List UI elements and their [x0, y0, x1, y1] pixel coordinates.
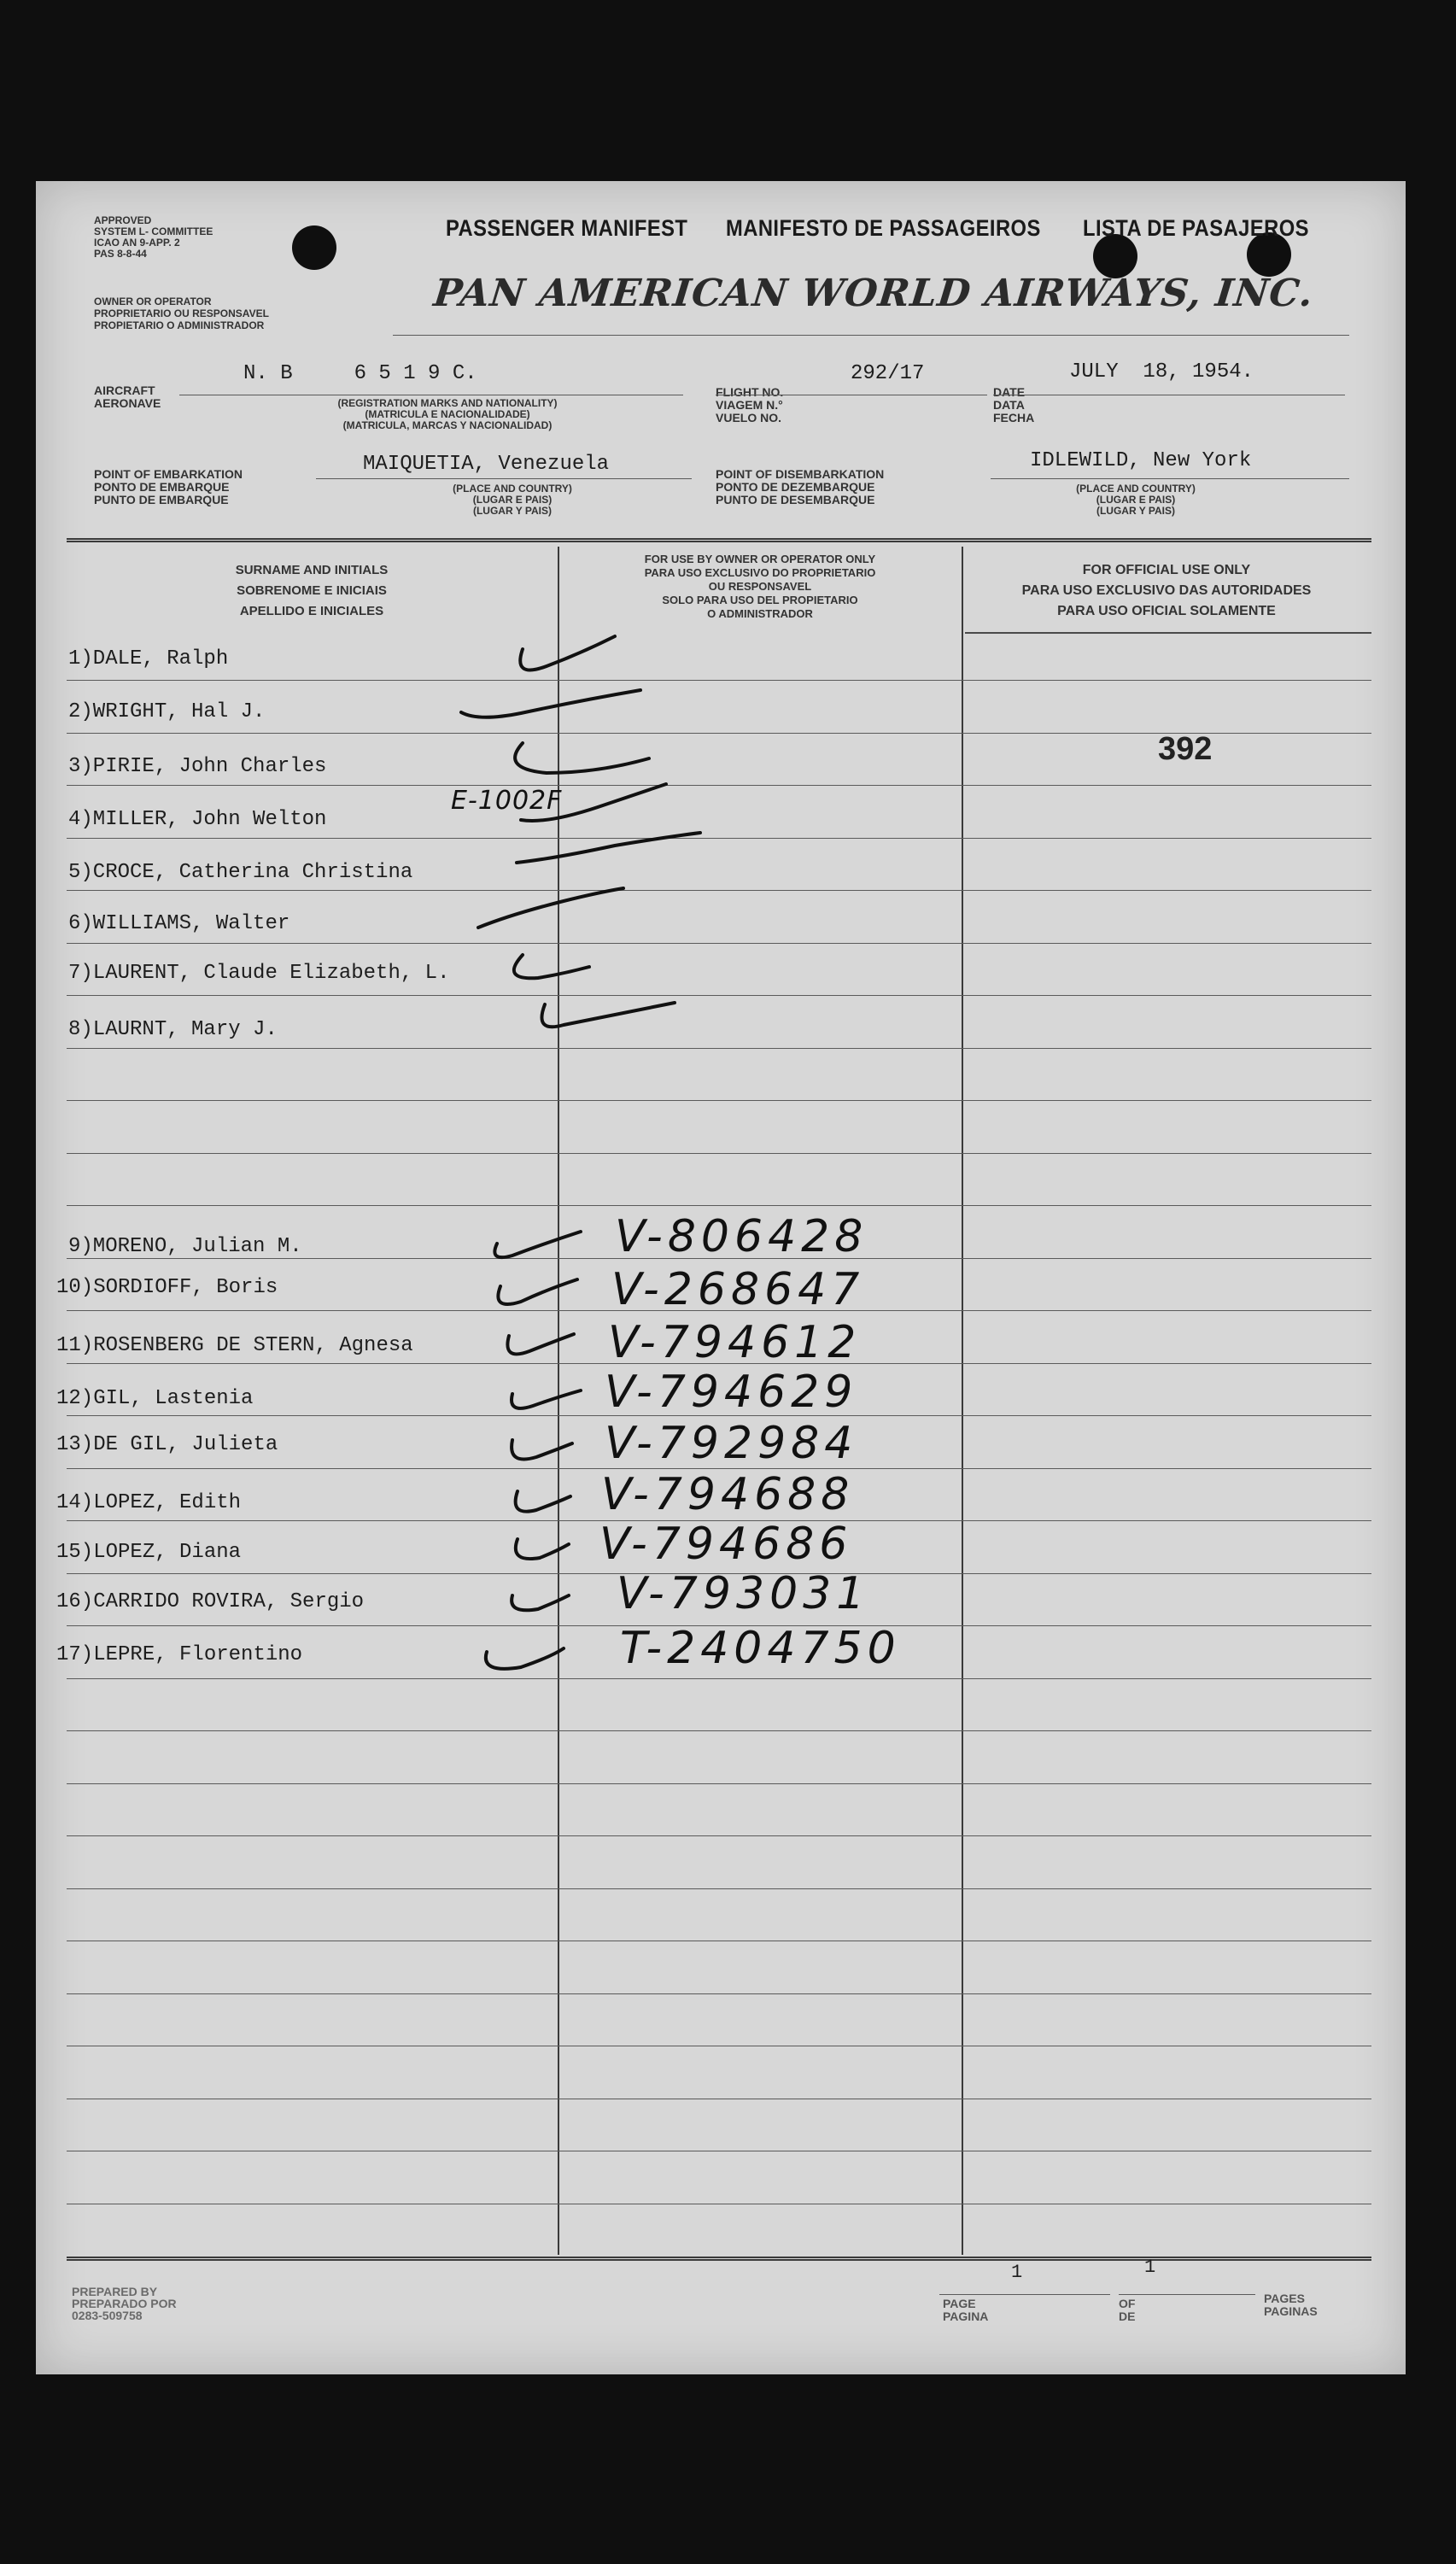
- passenger-11-document: V-794612: [608, 1317, 862, 1368]
- check-mark-1: [520, 636, 615, 670]
- passenger-14-document: V-794688: [601, 1469, 855, 1520]
- check-mark-7: [514, 955, 589, 978]
- passenger-row-4: 4)MILLER, John Welton: [68, 808, 327, 831]
- passenger-row-12: 12)GIL, Lastenia: [56, 1387, 254, 1410]
- page-label: PAGE PAGINA: [943, 2297, 989, 2323]
- flight-number-label: FLIGHT NO. VIAGEM N.° VUELO NO.: [716, 385, 784, 424]
- disembarkation-label: POINT OF DISEMBARKATION PONTO DE DEZEMBARQUE PUNTO DE DESEMBARQUE: [716, 467, 885, 506]
- of-label: OF DE: [1119, 2297, 1136, 2323]
- check-mark-5: [517, 833, 700, 863]
- passenger-17-document: T-2404750: [620, 1623, 901, 1674]
- passenger-row-11: 11)ROSENBERG DE STERN, Agnesa: [56, 1334, 413, 1357]
- check-mark-12: [512, 1390, 581, 1408]
- passenger-12-document: V-794629: [605, 1367, 858, 1418]
- prepared-by: PREPARED BY PREPARADO POR 0283-509758: [72, 2285, 177, 2322]
- aircraft-registration: N. B 6 5 1 9 C.: [243, 362, 477, 385]
- table-bottom-rule: [67, 2257, 1371, 2261]
- check-mark-8: [541, 1003, 675, 1027]
- passenger-9-document: V-806428: [615, 1211, 868, 1262]
- check-mark-9: [494, 1232, 581, 1257]
- owner-column-header: FOR USE BY OWNER OR OPERATOR ONLY PARA USO EXCLUSIVO DO PROPRIETARIO OU RESPONSAVEL SOLO PARA USO DEL PROPIETARIO O ADMINISTRADOR: [644, 553, 876, 620]
- approval-line-3: ICAO AN 9-APP. 2: [94, 237, 180, 249]
- official-number: 392: [1158, 731, 1213, 767]
- approval-line-4: PAS 8-8-44: [94, 248, 147, 260]
- title-english: PASSENGER MANIFEST: [446, 215, 688, 241]
- check-mark-15: [516, 1539, 569, 1559]
- passenger-row-14: 14)LOPEZ, Edith: [56, 1491, 242, 1514]
- check-mark-16: [512, 1595, 569, 1610]
- check-mark-4: [521, 784, 666, 821]
- passenger-row-10: 10)SORDIOFF, Boris: [56, 1276, 278, 1299]
- passenger-16-document: V-793031: [617, 1568, 870, 1619]
- airline-name: PAN AMERICAN WORLD AIRWAYS, INC.: [431, 272, 1316, 315]
- passenger-row-6: 6)WILLIAMS, Walter: [68, 912, 290, 935]
- names-column-header: SURNAME AND INITIALS SOBRENOME E INICIAIS APELLIDO E INICIALES: [235, 563, 389, 618]
- check-mark-2: [461, 690, 640, 717]
- page-number: 1: [1011, 2262, 1023, 2283]
- check-mark-10: [498, 1279, 577, 1304]
- flight-date: JULY 18, 1954.: [1069, 360, 1254, 383]
- passenger-row-9: 9)MORENO, Julian M.: [68, 1235, 302, 1258]
- passenger-15-document: V-794686: [599, 1519, 853, 1570]
- check-mark-13: [512, 1440, 572, 1460]
- date-label: DATE DATA FECHA: [993, 385, 1035, 424]
- disembarkation-point: IDLEWILD, New York: [1030, 449, 1252, 472]
- passenger-row-15: 15)LOPEZ, Diana: [56, 1541, 242, 1564]
- flight-number: 292/17: [851, 362, 925, 385]
- embarkation-point: MAIQUETIA, Venezuela: [363, 453, 610, 476]
- embarkation-label: POINT OF EMBARKATION PONTO DE EMBARQUE PUNTO DE EMBARQUE: [94, 467, 243, 506]
- registration-caption: (REGISTRATION MARKS AND NATIONALITY) (MATRICULA E NACIONALIDADE) (MATRICULA, MARCAS Y NACIONALIDAD): [337, 397, 558, 431]
- title-spanish: LISTA DE PASAJEROS: [1083, 215, 1309, 241]
- pages-label: PAGES PAGINAS: [1264, 2292, 1318, 2318]
- passenger-row-1: 1)DALE, Ralph: [68, 647, 229, 670]
- passenger-row-5: 5)CROCE, Catherina Christina: [68, 861, 413, 884]
- check-mark-3: [515, 743, 649, 773]
- check-mark-6: [478, 888, 623, 928]
- passenger-row-3: 3)PIRIE, John Charles: [68, 755, 327, 778]
- check-mark-17: [486, 1648, 564, 1669]
- page-total: 1: [1144, 2257, 1156, 2278]
- passenger-row-8: 8)LAURNT, Mary J.: [68, 1018, 278, 1041]
- aircraft-label: AIRCRAFT AERONAVE: [94, 383, 161, 410]
- official-column-header: FOR OFFICIAL USE ONLY PARA USO EXCLUSIVO DAS AUTORIDADES PARA USO OFICIAL SOLAMENTE: [1021, 563, 1312, 618]
- check-mark-14: [516, 1491, 570, 1512]
- passenger-row-13: 13)DE GIL, Julieta: [56, 1433, 278, 1456]
- check-mark-11: [507, 1334, 574, 1354]
- embarkation-place-caption: (PLACE AND COUNTRY) (LUGAR E PAIS) (LUGAR Y PAIS): [453, 483, 572, 517]
- passenger-4-note: E-1002F: [451, 786, 563, 816]
- passenger-row-17: 17)LEPRE, Florentino: [56, 1643, 303, 1666]
- owner-label: OWNER OR OPERATOR PROPRIETARIO OU RESPONSAVEL PROPIETARIO O ADMINISTRADOR: [94, 296, 269, 331]
- disembarkation-place-caption: (PLACE AND COUNTRY) (LUGAR E PAIS) (LUGAR Y PAIS): [1076, 483, 1196, 517]
- passenger-row-16: 16)CARRIDO ROVIRA, Sergio: [56, 1590, 365, 1613]
- approval-line-2: SYSTEM L- COMMITTEE: [94, 225, 213, 237]
- passenger-13-document: V-792984: [605, 1418, 858, 1469]
- approval-line-1: APPROVED: [94, 214, 152, 226]
- passenger-10-document: V-268647: [611, 1264, 865, 1315]
- passenger-row-7: 7)LAURENT, Claude Elizabeth, L.: [68, 962, 450, 985]
- passenger-row-2: 2)WRIGHT, Hal J.: [68, 700, 266, 723]
- title-portuguese: MANIFESTO DE PASSAGEIROS: [726, 215, 1041, 241]
